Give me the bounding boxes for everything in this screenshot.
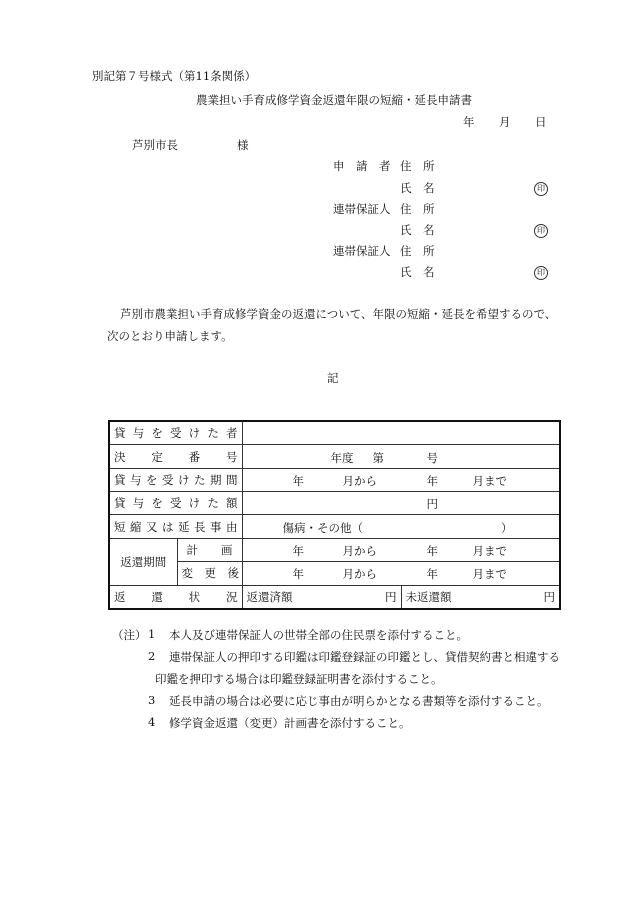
page-title: 農業担い手育成修学資金返還年限の短縮・延長申請書 [196,93,472,107]
reason-label: 短縮又は延長事由 [109,515,242,538]
unpaid-yen-unit: 円 [543,589,555,604]
loan-period-field[interactable] [242,468,560,491]
guarantor2-role: 連帯保証人 [333,244,391,258]
changed-from-year: 年 [292,567,304,582]
ki-heading: 記 [327,371,339,385]
plan-to-year: 年 [426,543,438,558]
note-4-number: 4 [148,715,156,729]
plan-label: 計 画 [177,538,242,561]
loan-amount-label: 貸与を受けた額 [109,492,242,515]
seal-mark: 印 [534,182,548,196]
changed-to-year: 年 [426,567,438,582]
repaid-amount-label: 返還済額 [246,589,293,604]
changed-label: 変 更 後 [177,562,242,585]
to-year-label: 年 [426,473,438,488]
addressee: 芦別市長 [132,138,178,152]
date-year-label: 年 [463,115,475,129]
note-1-text: 本人及び連帯保証人の世帯全部の住民票を添付すること。 [169,628,468,642]
note-2-number: 2 [148,649,156,663]
note-1-number: 1 [148,627,156,641]
unpaid-amount-field[interactable] [401,585,560,609]
yen-unit: 円 [426,497,438,512]
decision-number-label: 決定番号 [109,445,242,468]
note-2-text: 連帯保証人の押印する印鑑は印鑑登録証の印鑑とし、貸借契約書と相違する [169,650,560,664]
plan-from-month: 月から [342,543,377,558]
plan-to-month: 月まで [472,543,507,558]
guarantor2-name-label: 氏 名 [400,265,435,279]
body-text-line-1: 芦別市農業担い手育成修学資金の返還について、年限の短縮・延長を希望するので、 [120,307,557,321]
note-4-text: 修学資金返還（変更）計画書を添付すること。 [169,716,411,730]
note-3-text: 延長申請の場合は必要に応じ事由が明らかとなる書類等を添付すること。 [169,694,549,708]
application-table [108,420,561,610]
applicant-name-label: 氏 名 [400,181,435,195]
notes-prefix: （注） [112,628,147,642]
loan-amount-field[interactable] [242,492,560,515]
repaid-amount-field[interactable] [242,585,401,609]
recipient-label: 貸与を受けた者 [109,421,242,445]
table-row [109,492,560,515]
repayment-status-label: 返還状況 [109,585,242,609]
from-month-label: 月から [342,473,377,488]
go-label: 号 [426,450,438,465]
changed-period-field[interactable] [242,562,560,585]
to-month-label: 月まで [472,473,507,488]
guarantor2-address-label: 住 所 [400,244,435,258]
reason-field[interactable] [242,515,560,538]
guarantor1-role: 連帯保証人 [333,202,391,216]
fiscal-year-label: 年度 [330,450,354,465]
form-number: 別記第７号様式（第11条関係） [92,69,257,83]
table-row [109,585,560,609]
table-row [109,468,560,491]
table-row [109,421,560,445]
date-day-label: 日 [535,115,547,129]
repayment-period-label: 返還期間 [109,538,177,585]
loan-period-label: 貸与を受けた期間 [109,468,242,491]
honorific: 様 [237,138,249,152]
reason-value: 傷病・その他（ ） [282,520,513,535]
unpaid-amount-label: 未返還額 [405,589,452,604]
guarantor1-address-label: 住 所 [400,202,435,216]
repaid-yen-unit: 円 [385,589,397,604]
applicant-address-label: 住 所 [400,159,435,173]
seal-mark: 印 [534,224,548,238]
guarantor1-name-label: 氏 名 [400,223,435,237]
from-year-label: 年 [292,473,304,488]
plan-from-year: 年 [292,543,304,558]
table-row [109,538,560,561]
note-3-number: 3 [148,693,156,707]
plan-period-field[interactable] [242,538,560,561]
table-row [109,445,560,468]
seal-mark: 印 [534,266,548,280]
changed-to-month: 月まで [472,567,507,582]
applicant-role: 申 請 者 [333,159,391,173]
table-row [109,562,560,585]
date-month-label: 月 [499,115,511,129]
changed-from-month: 月から [342,567,377,582]
dai-label: 第 [372,450,384,465]
note-2-continuation: 印鑑を押印する場合は印鑑登録証明書を添付すること。 [155,672,443,686]
body-text-line-2: 次のとおり申請します。 [107,329,233,343]
recipient-field[interactable] [242,421,560,445]
decision-number-field[interactable] [242,445,560,468]
table-row [109,515,560,538]
